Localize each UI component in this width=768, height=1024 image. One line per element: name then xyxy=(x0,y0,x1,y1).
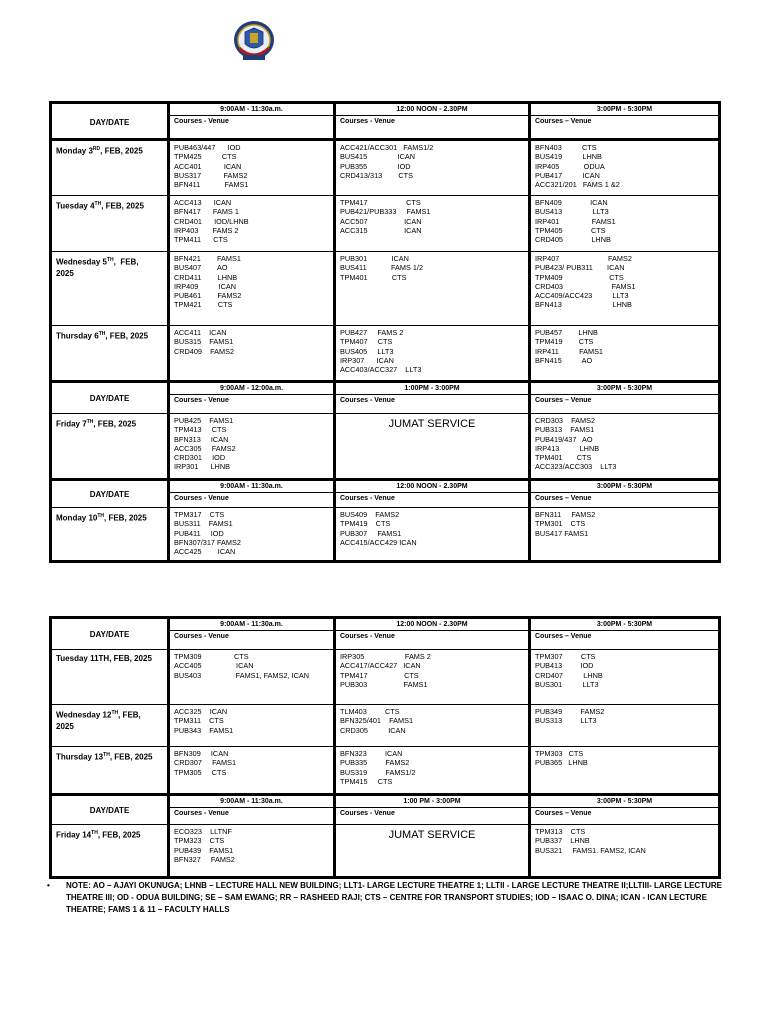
schedule-cell: PUB301 ICAN BUS411 FAMS 1/2 TPM401 CTS xyxy=(335,252,530,326)
schedule-cell: PUB427 FAMS 2 TPM407 CTS BUS405 LLT3 IRP307 ICAN ACC403/ACC327 LLT3 xyxy=(335,326,530,382)
schedule-cell: PUB425 FAMS1 TPM413 CTS BFN313 ICAN ACC305 FAMS2 CRD301 IOD IRP301 LHNB xyxy=(169,414,335,480)
slot1-header: 9:00AM - 11:30a.m. Courses - Venue xyxy=(169,103,335,140)
day-date-header: DAY/DATE xyxy=(51,795,169,825)
schedule-cell: TLM403 CTS BFN325/401 FAMS1 CRD305 ICAN xyxy=(335,705,530,747)
schedule-cell: BFN311 FAMS2 TPM301 CTS BUS417 FAMS1 xyxy=(530,508,720,562)
schedule-cell: PUB349 FAMS2 BUS313 LLT3 xyxy=(530,705,720,747)
slot3-header: 3:00PM - 5:30PM Courses – Venue xyxy=(530,382,720,414)
day-label: Monday 10TH, FEB, 2025 xyxy=(51,508,169,562)
slot3-header: 3:00PM - 5:30PM Courses – Venue xyxy=(530,618,720,650)
university-crest-logo xyxy=(225,18,283,66)
day-date-header: DAY/DATE xyxy=(51,618,169,650)
schedule-cell: TPM307 CTS PUB413 IOD CRD407 LHNB BUS301 LLT3 xyxy=(530,650,720,705)
schedule-cell: ACC421/ACC301 FAMS1/2 BUS415 ICAN PUB355 IOD CRD413/313 CTS xyxy=(335,140,530,196)
schedule-cell: TPM309 CTS ACC405 ICAN BUS403 FAMS1, FAMS2, ICAN xyxy=(169,650,335,705)
slot3-header: 3:00PM - 5:30PM Courses – Venue xyxy=(530,480,720,508)
slot2-header: 12:00 NOON - 2.30PM Courses - Venue xyxy=(335,103,530,140)
jumat-service-cell: JUMAT SERVICE xyxy=(335,825,530,878)
schedule-cell: PUB457 LHNB TPM419 CTS IRP411 FAMS1 BFN415 AO xyxy=(530,326,720,382)
exam-timetable-week2 xyxy=(49,616,721,879)
note-text: NOTE: AO – AJAYI OKUNUGA; LHNB – LECTURE HALL NEW BUILDING; LLT1- LARGE LECTURE THEATRE 1; LLTII - LARGE LECTURE THEATRE II;LLTIII- LARGE LECTURE THEATRE III; OD - ODUA BUILDING; SE – SAM EWANG; RR – RASHEED RAJI; CTS – CENTRE FOR TRANSPORT STUDIES; IOD – ISAAC O. DINA; ICAN - ICAN LECTURE THEATRE; FAMS 1 & 11 – FACULTY HALLS xyxy=(66,881,722,914)
schedule-cell: TPM317 CTS BUS311 FAMS1 PUB411 IOD BFN307/317 FAMS2 ACC425 ICAN xyxy=(169,508,335,562)
day-label: Wednesday 5TH, FEB, 2025 xyxy=(51,252,169,326)
schedule-cell: CRD303 FAMS2 PUB313 FAMS1 PUB419/437 AO IRP413 LHNB TPM401 CTS ACC323/ACC303 LLT3 xyxy=(530,414,720,480)
slot2-header: 12:00 NOON - 2.30PM Courses - Venue xyxy=(335,480,530,508)
schedule-cell: ACC325 ICAN TPM311 CTS PUB343 FAMS1 xyxy=(169,705,335,747)
day-date-header: DAY/DATE xyxy=(51,103,169,140)
schedule-cell: BFN323 ICAN PUB335 FAMS2 BUS319 FAMS1/2 TPM415 CTS xyxy=(335,747,530,795)
day-label: Tuesday 4TH, FEB, 2025 xyxy=(51,196,169,252)
schedule-cell: BFN309 ICAN CRD307 FAMS1 TPM305 CTS xyxy=(169,747,335,795)
day-label: Wednesday 12TH, FEB, 2025 xyxy=(51,705,169,747)
schedule-cell: PUB463/447 IOD TPM425 CTS ACC401 ICAN BUS317 FAMS2 BFN411 FAMS1 xyxy=(169,140,335,196)
schedule-cell: TPM303 CTS PUB365 LHNB xyxy=(530,747,720,795)
venue-abbreviation-note xyxy=(47,880,722,916)
day-label: Thursday 13TH, FEB, 2025 xyxy=(51,747,169,795)
slot3-header: 3:00PM - 5:30PM Courses – Venue xyxy=(530,795,720,825)
slot3-header: 3:00PM - 5:30PM Courses – Venue xyxy=(530,103,720,140)
exam-timetable-week1 xyxy=(49,101,721,563)
schedule-cell: IRP407 FAMS2 PUB423/ PUB311 ICAN TPM409 CTS CRD403 FAMS1 ACC409/ACC423 LLT3 BFN413 LHNB xyxy=(530,252,720,326)
schedule-cell: ACC411 ICAN BUS315 FAMS1 CRD409 FAMS2 xyxy=(169,326,335,382)
slot2-header: 1:00PM - 3:00PM Courses - Venue xyxy=(335,382,530,414)
slot1-header: 9:00AM - 12:00a.m. Courses - Venue xyxy=(169,382,335,414)
schedule-cell: ECO323 LLTNF TPM323 CTS PUB439 FAMS1 BFN327 FAMS2 xyxy=(169,825,335,878)
schedule-cell: BUS409 FAMS2 TPM419 CTS PUB307 FAMS1 ACC415/ACC429 ICAN xyxy=(335,508,530,562)
schedule-cell: BFN403 CTS BUS419 LHNB IRP405 ODUA PUB417 ICAN ACC321/201 FAMS 1 &2 xyxy=(530,140,720,196)
slot2-header: 1:00 PM - 3:00PM Courses - Venue xyxy=(335,795,530,825)
day-label: Friday 14TH, FEB, 2025 xyxy=(51,825,169,878)
jumat-service-cell: JUMAT SERVICE xyxy=(335,414,530,480)
day-date-header: DAY/DATE xyxy=(51,382,169,414)
bullet-icon: • xyxy=(47,881,50,890)
schedule-cell: TPM313 CTS PUB337 LHNB BUS321 FAMS1. FAMS2, ICAN xyxy=(530,825,720,878)
day-label: Tuesday 11TH, FEB, 2025 xyxy=(51,650,169,705)
day-label: Thursday 6TH, FEB, 2025 xyxy=(51,326,169,382)
day-date-header: DAY/DATE xyxy=(51,480,169,508)
day-label: Friday 7TH, FEB, 2025 xyxy=(51,414,169,480)
slot1-header: 9:00AM - 11:30a.m. Courses - Venue xyxy=(169,480,335,508)
slot2-header: 12:00 NOON - 2.30PM Courses - Venue xyxy=(335,618,530,650)
slot1-header: 9:00AM - 11:30a.m. Courses - Venue xyxy=(169,795,335,825)
day-label: Monday 3RD, FEB, 2025 xyxy=(51,140,169,196)
schedule-cell: BFN421 FAMS1 BUS407 AO CRD411 LHNB IRP409 ICAN PUB461 FAMS2 TPM421 CTS xyxy=(169,252,335,326)
schedule-cell: BFN409 ICAN BUS413 LLT3 IRP401 FAMS1 TPM405 CTS CRD405 LHNB xyxy=(530,196,720,252)
schedule-cell: ACC413 ICAN BFN417 FAMS 1 CRD401 IOD/LHNB IRP403 FAMS 2 TPM411 CTS xyxy=(169,196,335,252)
schedule-cell: TPM417 CTS PUB421/PUB333 FAMS1 ACC507 ICAN ACC315 ICAN xyxy=(335,196,530,252)
schedule-cell: IRP305 FAMS 2 ACC417/ACC427 ICAN TPM417 CTS PUB303 FAMS1 xyxy=(335,650,530,705)
slot1-header: 9:00AM - 11:30a.m. Courses - Venue xyxy=(169,618,335,650)
